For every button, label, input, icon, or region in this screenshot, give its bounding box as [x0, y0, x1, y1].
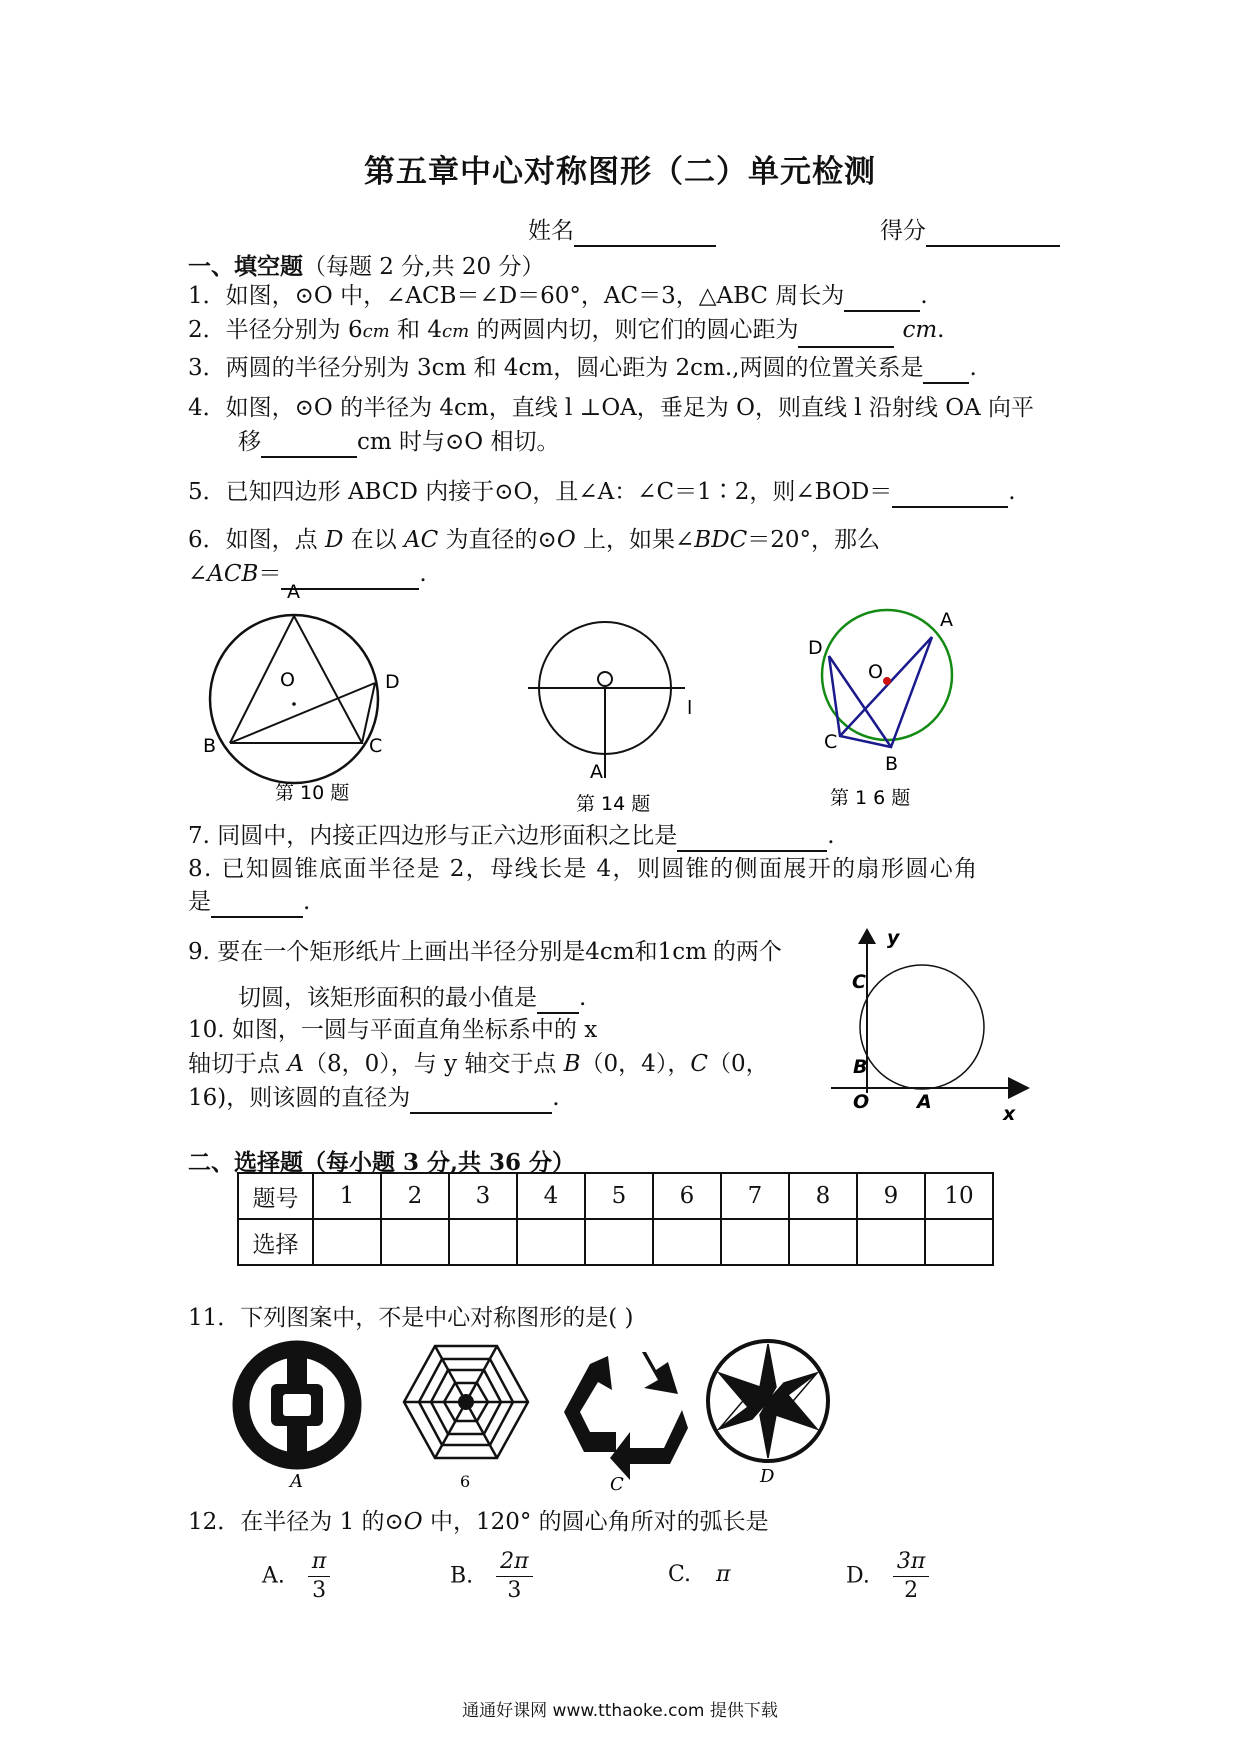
figure-16-label-o: O: [868, 661, 883, 683]
question-5-blank[interactable]: [892, 482, 1008, 508]
option-a-fraction: [308, 1548, 330, 1605]
section1-title: 一、填空题: [188, 253, 303, 280]
question-8-text: 是: [188, 889, 211, 915]
option-a-denominator: 3: [312, 1578, 327, 1603]
option-b-label: B.: [450, 1563, 474, 1589]
question-4-line-1: 4．如图，⊙O 的半径为 4cm，直线 l ⊥OA，垂足为 O，则直线 l 沿射线 OA 向平: [188, 395, 1035, 421]
pattern-b: [400, 1340, 540, 1490]
pattern-a: [232, 1340, 372, 1490]
answer-cell[interactable]: [313, 1219, 381, 1265]
question-2-end: .: [937, 317, 945, 343]
footer-text: 通通好课网 www.tthaoke.com 提供下载: [462, 1701, 778, 1721]
pattern-c-arm-right: [610, 1410, 688, 1480]
answer-cell[interactable]: [517, 1219, 585, 1265]
pattern-b-center: [458, 1394, 474, 1410]
question-5-text: 5．已知四边形 ABCD 内接于⊙O，且∠A：∠C＝1∶2，则∠BOD＝: [188, 479, 893, 505]
section1-note: （每题 2 分,共 20 分）: [303, 254, 545, 280]
question-9-blank[interactable]: [537, 988, 579, 1014]
question-2-text-a: 2．半径分别为 6: [188, 317, 363, 343]
question-3: [188, 352, 977, 384]
question-10-line-1: 10. 如图，一圆与平面直角坐标系中的 x: [188, 1017, 598, 1043]
question-6-text-b: 在以: [343, 527, 405, 553]
option-c-value: π: [716, 1562, 731, 1587]
question-6-angle-bdc: BDC: [694, 527, 748, 553]
question-1: [188, 280, 928, 312]
answer-table-number: 8: [789, 1173, 857, 1219]
figure-14-center-o: [598, 672, 612, 686]
answer-cell[interactable]: [449, 1219, 517, 1265]
coord-label-o: O: [853, 1091, 870, 1113]
name-label: 姓名: [528, 218, 574, 244]
question-6-end: .: [419, 561, 427, 587]
figure-10-caption: 第 10 题: [275, 782, 350, 804]
option-d-label: D.: [846, 1563, 870, 1589]
question-10-text-d: （0，: [707, 1051, 769, 1077]
answer-table-number: 10: [925, 1173, 993, 1219]
figure-10-chord-dc: [362, 683, 375, 743]
section1-heading: [188, 248, 544, 281]
question-10-text-e: 16)，则该圆的直径为: [188, 1085, 411, 1111]
question-6-text-e: ＝20°，那么: [747, 527, 881, 553]
question-9-line-1: [188, 936, 782, 968]
question-9-line-2: [238, 982, 586, 1014]
section2-heading: 二、选择题（每小题 3 分,共 36 分）: [188, 1149, 576, 1176]
answer-cell[interactable]: [925, 1219, 993, 1265]
question-4-blank[interactable]: [261, 432, 357, 458]
question-9-radius-2: 1cm: [657, 939, 707, 965]
figure-16-center-o: [883, 677, 891, 685]
figure-16-label-a: A: [940, 609, 953, 631]
question-6-text-d: 上，如果∠: [575, 527, 695, 553]
answer-table-number: 7: [721, 1173, 789, 1219]
answer-table-number: 9: [857, 1173, 925, 1219]
question-2: [188, 314, 944, 348]
coord-label-y: y: [887, 927, 900, 949]
question-8-line-2: [188, 886, 310, 918]
answer-table-number: 1: [313, 1173, 381, 1219]
answer-table-row2-label: 选择: [238, 1219, 313, 1265]
option-d-denominator: 2: [904, 1578, 919, 1603]
pattern-d: [705, 1336, 835, 1488]
option-b-numerator: 2π: [496, 1548, 532, 1577]
question-10-point-c: C: [690, 1051, 708, 1077]
pattern-d-star: [719, 1344, 817, 1458]
pattern-a-label: A: [290, 1471, 303, 1492]
figure-16-caption: 第 1 6 题: [830, 787, 911, 809]
figure-16-chord-ac: [840, 637, 932, 736]
question-1-text: 1．如图，⊙O 中，∠ACB＝∠D＝60°，AC＝3，△ABC 周长为: [188, 283, 845, 309]
question-6-line-1: [188, 524, 880, 556]
option-c[interactable]: [668, 1562, 731, 1587]
coord-circle: [860, 965, 984, 1089]
question-2-blank[interactable]: [798, 322, 894, 348]
question-9-end: .: [579, 985, 587, 1011]
question-3-text: 3．两圆的半径分别为 3cm 和 4cm，圆心距为 2cm.,两圆的位置关系是: [188, 355, 924, 381]
pattern-a-hole: [283, 1394, 311, 1416]
question-7-end: .: [827, 823, 835, 849]
question-3-blank[interactable]: [923, 358, 969, 384]
figure-10-label-c: C: [369, 735, 383, 757]
question-2-text-c: 的两圆内切，则它们的圆心距为: [469, 317, 799, 343]
coord-label-c: C: [852, 971, 866, 993]
answer-cell[interactable]: [857, 1219, 925, 1265]
question-6-point-d: D: [324, 527, 344, 553]
question-10-point-b: B: [563, 1051, 581, 1077]
coord-y-arrow: [858, 928, 876, 944]
figure-10-chord-bd: [230, 683, 375, 743]
answer-cell[interactable]: [653, 1219, 721, 1265]
figure-coordinate: [825, 927, 1035, 1125]
figure-10-label-o: O: [280, 669, 295, 691]
pattern-c: [560, 1340, 690, 1495]
figure-14: [520, 620, 710, 815]
question-9-text-d: 切圆，该矩形面积的最小值是: [238, 985, 537, 1011]
question-10-text-b: （8，0），与 y 轴交于点: [303, 1051, 564, 1077]
question-5-end: .: [1008, 479, 1016, 505]
question-11: 11．下列图案中，不是中心对称图形的是( ): [188, 1305, 634, 1331]
question-1-blank[interactable]: [844, 286, 920, 312]
question-12-text-a: 12．在半径为 1 的⊙: [188, 1509, 404, 1535]
question-2-unit-2: cm: [442, 321, 470, 342]
figure-16-label-d: D: [808, 637, 823, 659]
option-b-denominator: 3: [507, 1578, 522, 1603]
question-10-text-c: （0，4），: [580, 1051, 691, 1077]
figure-14-label-a: A: [590, 761, 603, 783]
question-6-angle-sign: ∠: [188, 561, 208, 587]
answer-table-number: 2: [381, 1173, 449, 1219]
question-8-blank[interactable]: [211, 892, 303, 918]
pattern-d-label: D: [760, 1466, 775, 1487]
figure-14-caption: 第 14 题: [576, 793, 651, 815]
coord-label-x: x: [1003, 1103, 1016, 1125]
question-6-center-o: O: [556, 527, 576, 553]
pattern-c-label: C: [610, 1474, 624, 1495]
question-12-text-b: 中，120° 的圆心角所对的弧长是: [422, 1509, 769, 1535]
name-field-row: [528, 215, 716, 247]
option-a-label: A.: [262, 1563, 285, 1589]
answer-table-number: 5: [585, 1173, 653, 1219]
figure-16-label-c: C: [824, 731, 838, 753]
question-10-end: .: [552, 1085, 560, 1111]
question-7-text: 7. 同圆中，内接正四边形与正六边形面积之比是: [188, 823, 678, 849]
option-d-fraction: [893, 1548, 929, 1605]
figure-10-triangle: [230, 616, 362, 743]
question-4-text-b: cm 时与⊙O 相切。: [357, 429, 560, 455]
score-field-row: [880, 215, 1060, 247]
question-6-angle-acb: ACB: [207, 561, 259, 587]
answer-table: [237, 1172, 994, 1266]
figure-16-label-b: B: [885, 753, 899, 775]
question-7-blank[interactable]: [677, 826, 827, 852]
question-6-segment-ac: AC: [404, 527, 439, 553]
question-6-text-a: 6．如图，点: [188, 527, 325, 553]
question-8-end: .: [303, 889, 311, 915]
question-9-text-c: 的两个: [712, 939, 782, 965]
score-label: 得分: [880, 218, 926, 244]
question-6-equals: ＝: [258, 561, 282, 587]
pattern-b-label: 6: [460, 1472, 471, 1491]
figure-10-circle: [210, 615, 378, 783]
figure-10-label-d: D: [385, 671, 400, 693]
question-1-end: .: [920, 283, 928, 309]
answer-table-number: 4: [517, 1173, 585, 1219]
figure-10: [195, 580, 400, 804]
answer-cell[interactable]: [381, 1219, 449, 1265]
score-blank[interactable]: [926, 221, 1060, 247]
option-d[interactable]: [846, 1548, 929, 1605]
question-10-text-a: 轴切于点: [188, 1051, 288, 1077]
question-7: [188, 820, 835, 852]
question-2-text-b: 和 4: [389, 317, 442, 343]
answer-table-number: 6: [653, 1173, 721, 1219]
option-a-numerator: π: [308, 1548, 330, 1577]
question-8-line-1: 8. 已知圆锥底面半径是 2，母线长是 4，则圆锥的侧面展开的扇形圆心角: [188, 856, 979, 882]
answer-table-number: 3: [449, 1173, 517, 1219]
question-10-line-3: [188, 1082, 560, 1114]
question-10-line-2: [188, 1048, 769, 1080]
option-b-fraction: [496, 1548, 532, 1605]
answer-table-row1-label: 题号: [238, 1173, 313, 1219]
figure-10-label-a: A: [287, 581, 300, 603]
question-4-line-2: [238, 426, 559, 458]
question-9-text-a: 9. 要在一个矩形纸片上画出半径分别是: [188, 939, 586, 965]
answer-table-answer-row: [238, 1219, 993, 1265]
name-blank[interactable]: [574, 221, 716, 247]
question-9-text-b: 和: [634, 939, 658, 965]
answer-cell[interactable]: [585, 1219, 653, 1265]
figure-16: [800, 604, 980, 814]
option-d-numerator: 3π: [893, 1548, 929, 1577]
figure-10-label-b: B: [203, 735, 217, 757]
figure-10-center-dot: [292, 702, 296, 706]
question-2-unit-3: cm: [902, 317, 938, 343]
question-10-point-a: A: [287, 1051, 304, 1077]
coord-label-a: A: [917, 1091, 932, 1113]
question-10-blank[interactable]: [410, 1088, 552, 1114]
question-12: [188, 1506, 769, 1538]
question-12-center-o: O: [403, 1509, 423, 1535]
question-9-radius-1: 4cm: [585, 939, 635, 965]
answer-cell[interactable]: [721, 1219, 789, 1265]
pattern-c-arm-left: [564, 1356, 616, 1452]
question-2-unit-1: cm: [362, 321, 390, 342]
answer-cell[interactable]: [789, 1219, 857, 1265]
figure-14-label-l: l: [687, 697, 693, 719]
coord-label-b: B: [853, 1056, 868, 1078]
option-b[interactable]: [450, 1548, 533, 1605]
question-6-text-c: 为直径的⊙: [438, 527, 557, 553]
question-3-end: .: [969, 355, 977, 381]
answer-table-header-row: [238, 1173, 993, 1219]
page-title: 第五章中心对称图形（二）单元检测: [364, 154, 876, 190]
question-5: [188, 476, 1016, 508]
question-4-text-a: 移: [238, 429, 261, 455]
option-a[interactable]: [262, 1548, 330, 1605]
option-c-label: C.: [668, 1562, 692, 1587]
coord-x-arrow: [1008, 1077, 1030, 1099]
